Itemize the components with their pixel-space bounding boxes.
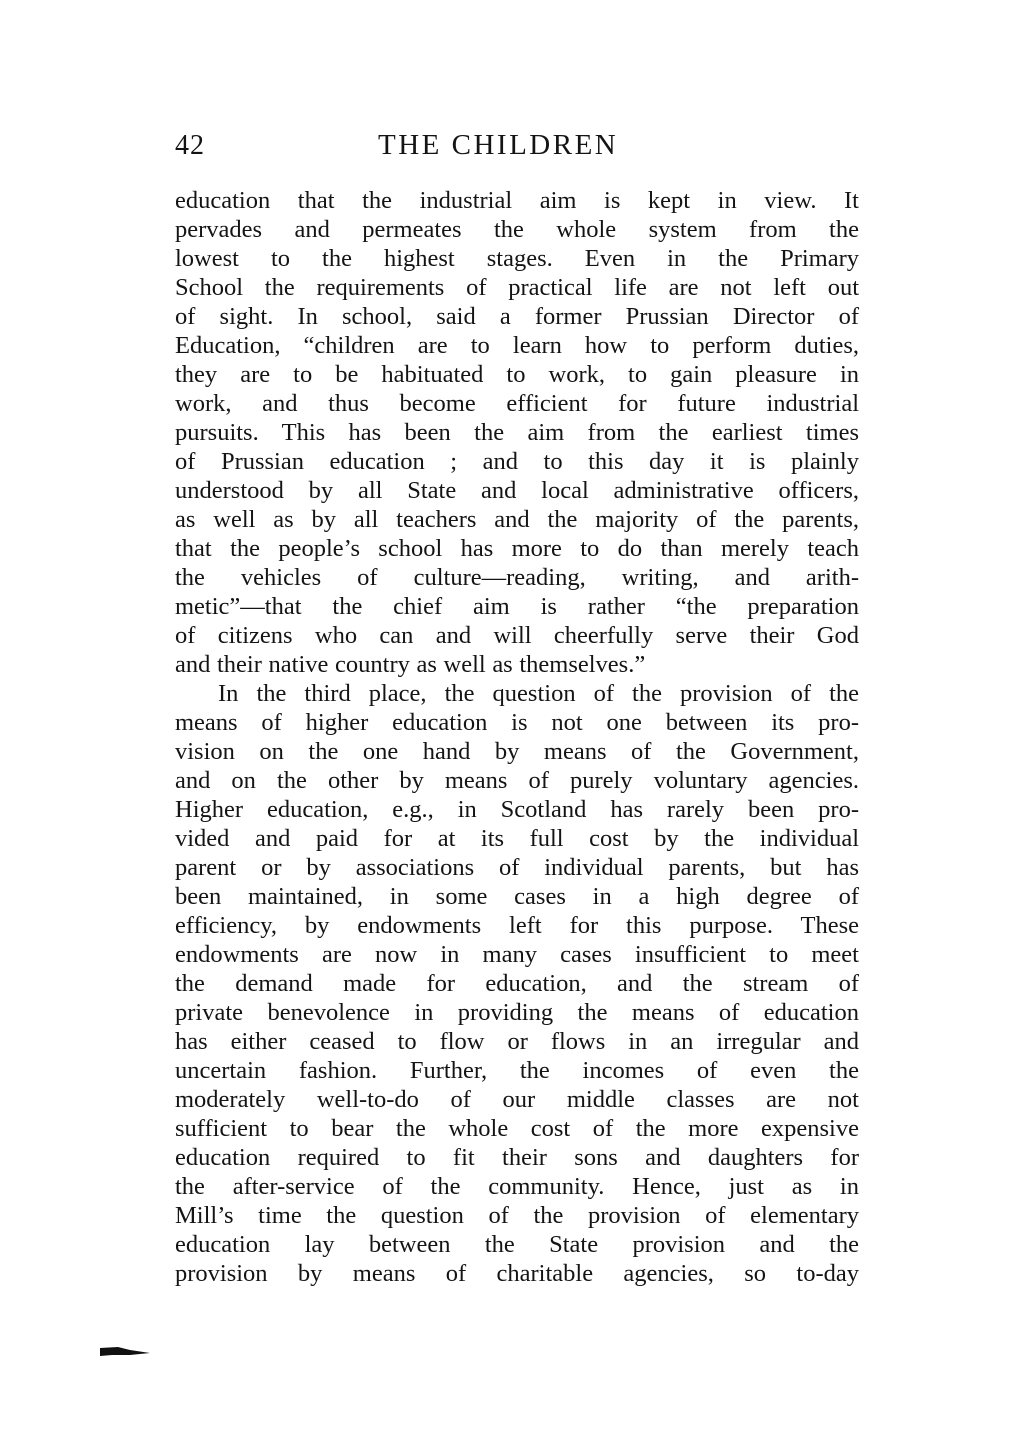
text-line: parent or by associations of individual parents, but has [175, 854, 859, 881]
text-line: sufficient to bear the whole cost of the more expensive [175, 1115, 859, 1142]
paragraph-start-line: In the third place, the question of the provision of the [218, 680, 859, 707]
text-line: uncertain fashion. Further, the incomes of even the [175, 1057, 859, 1084]
text-line: the after-service of the community. Hence, just as in [175, 1173, 859, 1200]
text-line: they are to be habituated to work, to gain pleasure in [175, 361, 859, 388]
text-line: vision on the one hand by means of the Government, [175, 738, 859, 765]
text-line: education required to fit their sons and daughters for [175, 1144, 859, 1171]
text-line: endowments are now in many cases insufficient to meet [175, 941, 859, 968]
text-line: private benevolence in providing the means of education [175, 999, 859, 1026]
text-line: of sight. In school, said a former Prussian Director of [175, 303, 859, 330]
text-line: moderately well-to-do of our middle classes are not [175, 1086, 859, 1113]
ink-smudge-mark [100, 1344, 150, 1358]
body-text [175, 186, 859, 1288]
text-line: provision by means of charitable agencies, so to-day [175, 1260, 859, 1287]
page-number: 42 [175, 130, 205, 161]
text-line: Education, “children are to learn how to perform duties, [175, 332, 859, 359]
text-line: the vehicles of culture—reading, writing, and arith- [175, 564, 859, 591]
running-title: THE CHILDREN [378, 129, 619, 161]
text-line: work, and thus become efficient for future industrial [175, 390, 859, 417]
text-line: understood by all State and local administrative officers, [175, 477, 859, 504]
text-line: metic”—that the chief aim is rather “the preparation [175, 593, 859, 620]
text-line: School the requirements of practical life are not left out [175, 274, 859, 301]
text-line: pervades and permeates the whole system from the [175, 216, 859, 243]
text-line: lowest to the highest stages. Even in the Primary [175, 245, 859, 272]
text-line: that the people’s school has more to do than merely teach [175, 535, 859, 562]
text-line: been maintained, in some cases in a high degree of [175, 883, 859, 910]
text-line: has either ceased to flow or flows in an irregular and [175, 1028, 859, 1055]
text-line: vided and paid for at its full cost by the individual [175, 825, 859, 852]
text-line: means of higher education is not one between its pro- [175, 709, 859, 736]
paragraph-end-line: and their native country as well as themselves.” [175, 651, 646, 678]
text-line: Higher education, e.g., in Scotland has rarely been pro- [175, 796, 859, 823]
text-line: as well as by all teachers and the majority of the parents, [175, 506, 859, 533]
text-line: of citizens who can and will cheerfully serve their God [175, 622, 859, 649]
text-line: and on the other by means of purely voluntary agencies. [175, 767, 859, 794]
text-line: education lay between the State provision and the [175, 1231, 859, 1258]
text-line: education that the industrial aim is kept in view. It [175, 187, 859, 214]
text-line: Mill’s time the question of the provision of elementary [175, 1202, 859, 1229]
text-line: the demand made for education, and the stream of [175, 970, 859, 997]
text-line: of Prussian education ; and to this day it is plainly [175, 448, 859, 475]
text-line: pursuits. This has been the aim from the earliest times [175, 419, 859, 446]
text-line: efficiency, by endowments left for this purpose. These [175, 912, 859, 939]
